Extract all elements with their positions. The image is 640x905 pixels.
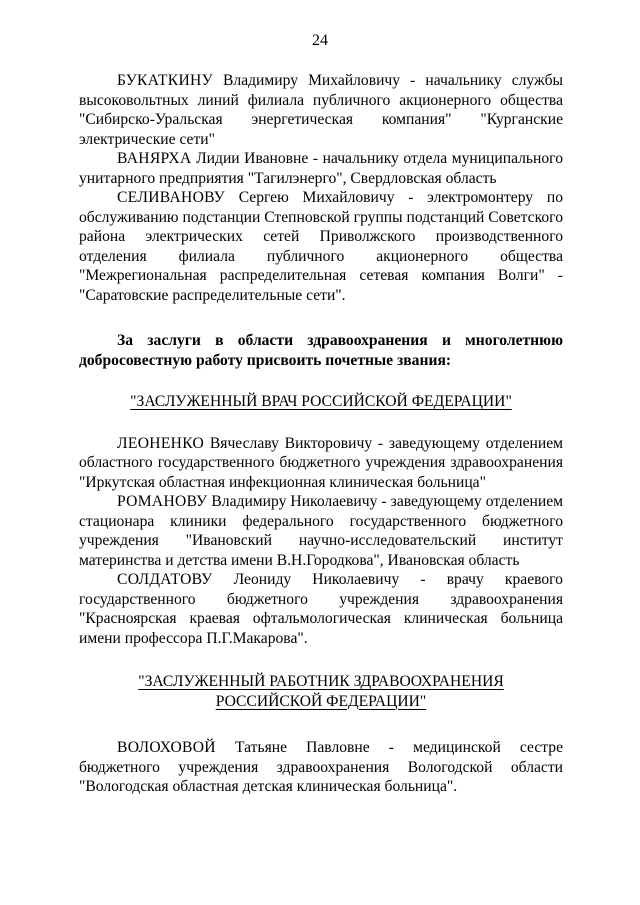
section-intro: За заслуги в области здравоохранения и многолетнюю добросовестную работу присвоить почетные звания: bbox=[79, 332, 563, 369]
awardee-surname: СЕЛИВАНОВУ bbox=[117, 189, 225, 206]
award-entry bbox=[79, 492, 563, 570]
awardee-surname: ЛЕОНЕНКО bbox=[117, 434, 205, 452]
award-entry bbox=[79, 149, 563, 188]
awardee-surname: РОМАНОВУ bbox=[117, 493, 208, 510]
awardee-details: Вячеславу Викторовичу - заведующему отделением областного государственного бюджетного учреждения здравоохранения "Иркутская областная инфекционная клиническая больница" bbox=[79, 434, 563, 491]
award-entry bbox=[79, 434, 563, 493]
honorary-title-heading: "ЗАСЛУЖЕННЫЙ ВРАЧ РОССИЙСКОЙ ФЕДЕРАЦИИ" bbox=[130, 393, 512, 410]
awardee-surname: СОЛДАТОВУ bbox=[117, 571, 213, 588]
awardee-details: Лидии Ивановне - начальнику отдела муниципального унитарного предприятия "Тагилэнерго", Свердловская область bbox=[79, 150, 563, 187]
awardee-surname: ВОЛОХОВОЙ bbox=[117, 739, 216, 756]
awardee-details: Владимиру Михайловичу - начальнику службы высоковольтных линий филиала публичного акционерного общества "Сибирско-Уральская энергетическая компания" "Курганские электрические сети" bbox=[79, 72, 563, 148]
awardee-details: Сергею Михайловичу - электромонтеру по обслуживанию подстанции Степновской группы подстанций Советского района электрических сетей Приволжского производственного отделения филиала публичного акционерного общества "Межрегиональная распределительная сетевая компания Волги" - "Саратовские распределительные сети". bbox=[79, 189, 563, 304]
page-number: 24 bbox=[312, 32, 328, 49]
awardee-details: Леониду Николаевичу - врачу краевого государственного бюджетного учреждения здравоохранения "Красноярская краевая офтальмологическая клиническая больница имени профессора П.Г.Макарова". bbox=[79, 571, 563, 647]
document-body bbox=[79, 71, 563, 797]
awardee-details: Татьяне Павловне - медицинской сестре бюджетного учреждения здравоохранения Вологодской области "Вологодская областная детская клиническая больница". bbox=[79, 739, 563, 795]
award-entry bbox=[79, 71, 563, 149]
awardee-surname: БУКАТКИНУ bbox=[117, 72, 213, 89]
awardee-details: Владимиру Николаевичу - заведующему отделением стационара клиники федерального государственного бюджетного учреждения "Ивановский научно-исследовательский институт материнства и детства имени В.Н.Городкова", Ивановская область bbox=[79, 493, 563, 569]
honorary-title-line: РОССИЙСКОЙ ФЕДЕРАЦИИ" bbox=[215, 692, 427, 710]
award-entry bbox=[79, 188, 563, 305]
award-entry bbox=[79, 738, 563, 797]
awardee-surname: ВАНЯРХА bbox=[117, 150, 192, 167]
award-entry bbox=[79, 570, 563, 648]
honorary-title-line: "ЗАСЛУЖЕННЫЙ РАБОТНИК ЗДРАВООХРАНЕНИЯ bbox=[138, 673, 504, 690]
honorary-title-heading bbox=[79, 672, 563, 711]
